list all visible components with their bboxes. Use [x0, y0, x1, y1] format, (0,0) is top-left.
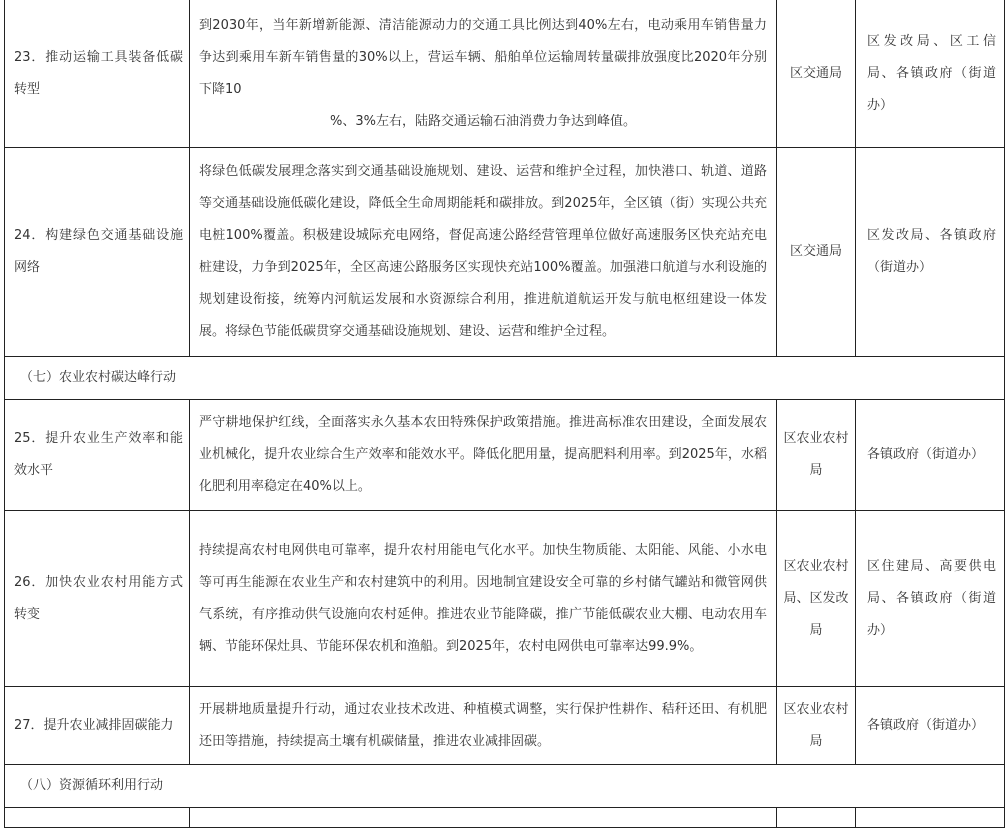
table-row [5, 808, 1005, 828]
task-name-cell: 23．推动运输工具装备低碳转型 [5, 0, 190, 148]
policy-task-table [4, 0, 1005, 828]
task-name-cell: 25．提升农业生产效率和能效水平 [5, 400, 190, 511]
lead-unit-cell: 区交通局 [777, 0, 856, 148]
cooperating-units-cell: 各镇政府（街道办） [856, 400, 1005, 511]
table-row [5, 687, 1005, 765]
task-name-cell: 27．提升农业减排固碳能力 [5, 687, 190, 765]
description-text-continued: %、3%左右，陆路交通运输石油消费力争达到峰值。 [330, 113, 636, 129]
lead-unit-cell: 区农业农村局 [777, 400, 856, 511]
lead-unit-cell: 区农业农村局、区发改局 [777, 511, 856, 687]
task-description-cell: 开展耕地质量提升行动，通过农业技术改进、种植模式调整，实行保护性耕作、秸秆还田、有机肥还田等措施，持续提高土壤有机碳储量，推进农业减排固碳。 [190, 687, 777, 765]
table-row [5, 0, 1005, 148]
section-header-row [5, 765, 1005, 808]
description-text: 到2030年，当年新增新能源、清洁能源动力的交通工具比例达到40%左右，电动乘用车销售量力争达到乘用车新车销售量的30%以上，营运车辆、船舶单位运输周转量碳排放强度比2020年分别下降10 [199, 17, 767, 97]
task-description-cell [190, 0, 777, 148]
task-name-cell: 24．构建绿色交通基础设施网络 [5, 148, 190, 357]
cooperating-units-cell: 区住建局、高要供电局、各镇政府（街道办） [856, 511, 1005, 687]
section-title: （七）农业农村碳达峰行动 [5, 357, 1005, 400]
cooperating-units-cell [856, 808, 1005, 828]
lead-unit-cell: 区交通局 [777, 148, 856, 357]
section-title: （八）资源循环利用行动 [5, 765, 1005, 808]
task-name-cell [5, 808, 190, 828]
section-header-row [5, 357, 1005, 400]
task-description-cell: 持续提高农村电网供电可靠率，提升农村用能电气化水平。加快生物质能、太阳能、风能、小水电等可再生能源在农业生产和农村建筑中的利用。因地制宜建设安全可靠的乡村储气罐站和微管网供气系统，有序推动供气设施向农村延伸。推进农业节能降碳，推广节能低碳农业大棚、电动农用车辆、节能环保灶具、节能环保农机和渔船。到2025年，农村电网供电可靠率达99.9%。 [190, 511, 777, 687]
lead-unit-cell [777, 808, 856, 828]
table-row [5, 148, 1005, 357]
table-row [5, 511, 1005, 687]
cooperating-units-cell: 各镇政府（街道办） [856, 687, 1005, 765]
lead-unit-cell: 区农业农村局 [777, 687, 856, 765]
task-description-cell: 将绿色低碳发展理念落实到交通基础设施规划、建设、运营和维护全过程，加快港口、轨道、道路等交通基础设施低碳化建设，降低全生命周期能耗和碳排放。到2025年，全区镇（街）实现公共充电桩100%覆盖。积极建设城际充电网络，督促高速公路经营管理单位做好高速服务区快充站充电桩建设，力争到2025年，全区高速公路服务区实现快充站100%覆盖。加强港口航道与水利设施的规划建设衔接，统筹内河航运发展和水资源综合利用，推进航道航运开发与航电枢纽建设一体发展。将绿色节能低碳贯穿交通基础设施规划、建设、运营和维护全过程。 [190, 148, 777, 357]
cooperating-units-cell: 区发改局、各镇政府（街道办） [856, 148, 1005, 357]
cooperating-units-cell: 区发改局、区工信局、各镇政府（街道办） [856, 0, 1005, 148]
task-description-cell: 严守耕地保护红线，全面落实永久基本农田特殊保护政策措施。推进高标准农田建设，全面发展农业机械化，提升农业综合生产效率和能效水平。降低化肥用量，提高肥料利用率。到2025年，水稻化肥利用率稳定在40%以上。 [190, 400, 777, 511]
task-description-cell [190, 808, 777, 828]
table-row [5, 400, 1005, 511]
task-name-cell: 26．加快农业农村用能方式转变 [5, 511, 190, 687]
